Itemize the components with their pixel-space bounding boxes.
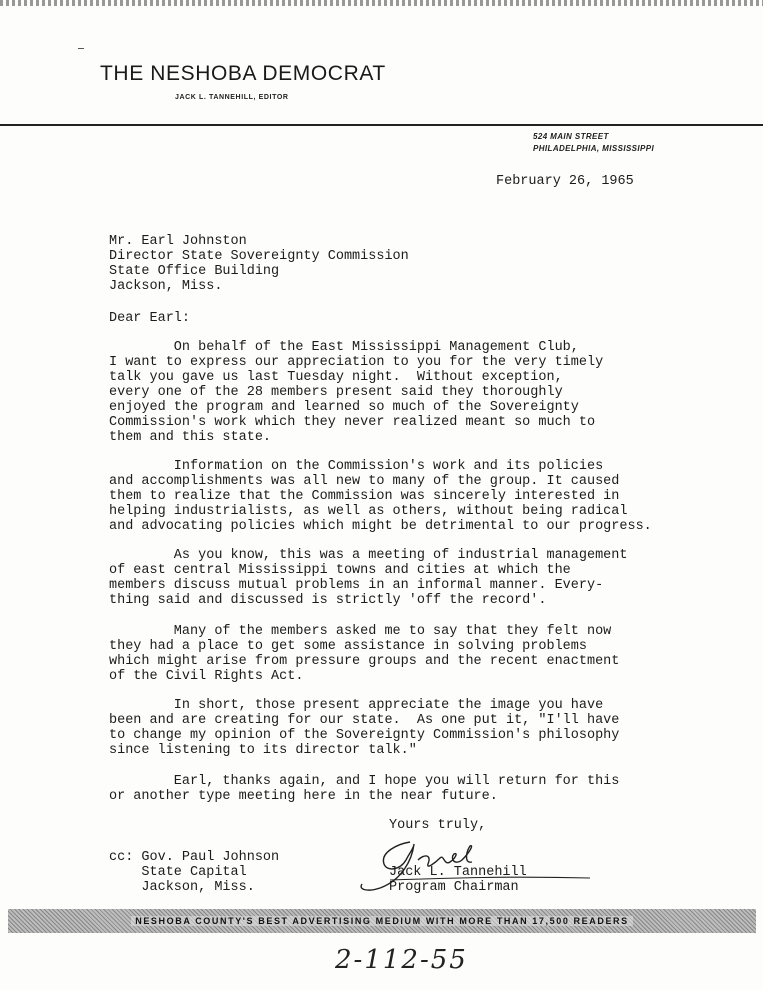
- paragraph-line: helping industrialists, as well as others, without being radical: [109, 504, 628, 519]
- paragraph-line: I want to express our appreciation to you for the very timely: [109, 355, 604, 370]
- paragraph-line: members discuss mutual problems in an informal manner. Every-: [109, 578, 604, 593]
- top-border: [0, 0, 763, 6]
- recipient-line: State Office Building: [109, 264, 280, 279]
- address-street: 524 MAIN STREET: [533, 132, 609, 141]
- paragraph: [109, 340, 729, 445]
- recipient-line: Jackson, Miss.: [109, 279, 223, 294]
- address-city: PHILADELPHIA, MISSISSIPPI: [533, 144, 655, 153]
- signer-title: Program Chairman: [389, 880, 519, 895]
- paragraph-line: every one of the 28 members present said they thoroughly: [109, 385, 563, 400]
- paragraph-line: since listening to its director talk.": [109, 743, 417, 758]
- paragraph-line: Information on the Commission's work and its policies: [109, 459, 604, 474]
- paragraph-line: Many of the members asked me to say that they felt now: [109, 624, 612, 639]
- paragraph: [109, 459, 729, 534]
- paragraph-line: As you know, this was a meeting of industrial management: [109, 548, 628, 563]
- handwritten-file-number: 2-112-55: [335, 945, 468, 975]
- paragraph: [109, 774, 729, 804]
- paragraph: [109, 624, 729, 684]
- stray-mark: [78, 48, 84, 49]
- paragraph-line: and accomplishments was all new to many of the group. It caused: [109, 474, 620, 489]
- paragraph-line: them and this state.: [109, 430, 272, 445]
- paragraph-line: they had a place to get some assistance in solving problems: [109, 639, 587, 654]
- paragraph-line: of east central Mississippi towns and cities at which the: [109, 563, 571, 578]
- paragraph-line: to change my opinion of the Sovereignty Commission's philosophy: [109, 728, 620, 743]
- paragraph-line: thing said and discussed is strictly 'off the record'.: [109, 593, 547, 608]
- letter-date: February 26, 1965: [496, 174, 634, 189]
- cc-line: cc: Gov. Paul Johnson: [109, 850, 280, 865]
- recipient-line: Mr. Earl Johnston: [109, 234, 247, 249]
- paragraph: [109, 698, 729, 758]
- header-rule: [0, 124, 763, 126]
- paragraph-line: On behalf of the East Mississippi Management Club,: [109, 340, 579, 355]
- paragraph-line: them to realize that the Commission was sincerely interested in: [109, 489, 620, 504]
- cc-line: Jackson, Miss.: [109, 880, 255, 895]
- recipient-line: Director State Sovereignty Commission: [109, 249, 409, 264]
- footer-text: NESHOBA COUNTY'S BEST ADVERTISING MEDIUM WITH MORE THAN 17,500 READERS: [131, 916, 633, 926]
- paragraph-line: enjoyed the program and learned so much of the Sovereignty: [109, 400, 579, 415]
- cc-block: [109, 850, 279, 895]
- paragraph-line: which might arise from pressure groups and the recent enactment: [109, 654, 620, 669]
- paragraph-line: In short, those present appreciate the image you have: [109, 698, 604, 713]
- salutation: Dear Earl:: [109, 311, 191, 326]
- paragraph-line: Commission's work which they never realized meant so much to: [109, 415, 596, 430]
- closing: Yours truly,: [389, 818, 487, 833]
- paragraph-line: and advocating policies which might be detrimental to our progress.: [109, 519, 652, 534]
- signer-block: [389, 865, 527, 895]
- paragraph-line: talk you gave us last Tuesday night. Without exception,: [109, 370, 563, 385]
- paragraph: [109, 548, 729, 608]
- cc-line: State Capital: [109, 865, 247, 880]
- footer-banner: [8, 909, 756, 933]
- editor-line: JACK L. TANNEHILL, EDITOR: [175, 94, 289, 101]
- paragraph-line: Earl, thanks again, and I hope you will return for this: [109, 774, 620, 789]
- paragraph-line: or another type meeting here in the near future.: [109, 789, 498, 804]
- paragraph-line: of the Civil Rights Act.: [109, 669, 304, 684]
- signer-name: Jack L. Tannehill: [389, 865, 527, 880]
- newspaper-title: THE NESHOBA DEMOCRAT: [100, 62, 386, 85]
- paragraph-line: been and are creating for our state. As one put it, "I'll have: [109, 713, 620, 728]
- inside-address: [109, 234, 409, 294]
